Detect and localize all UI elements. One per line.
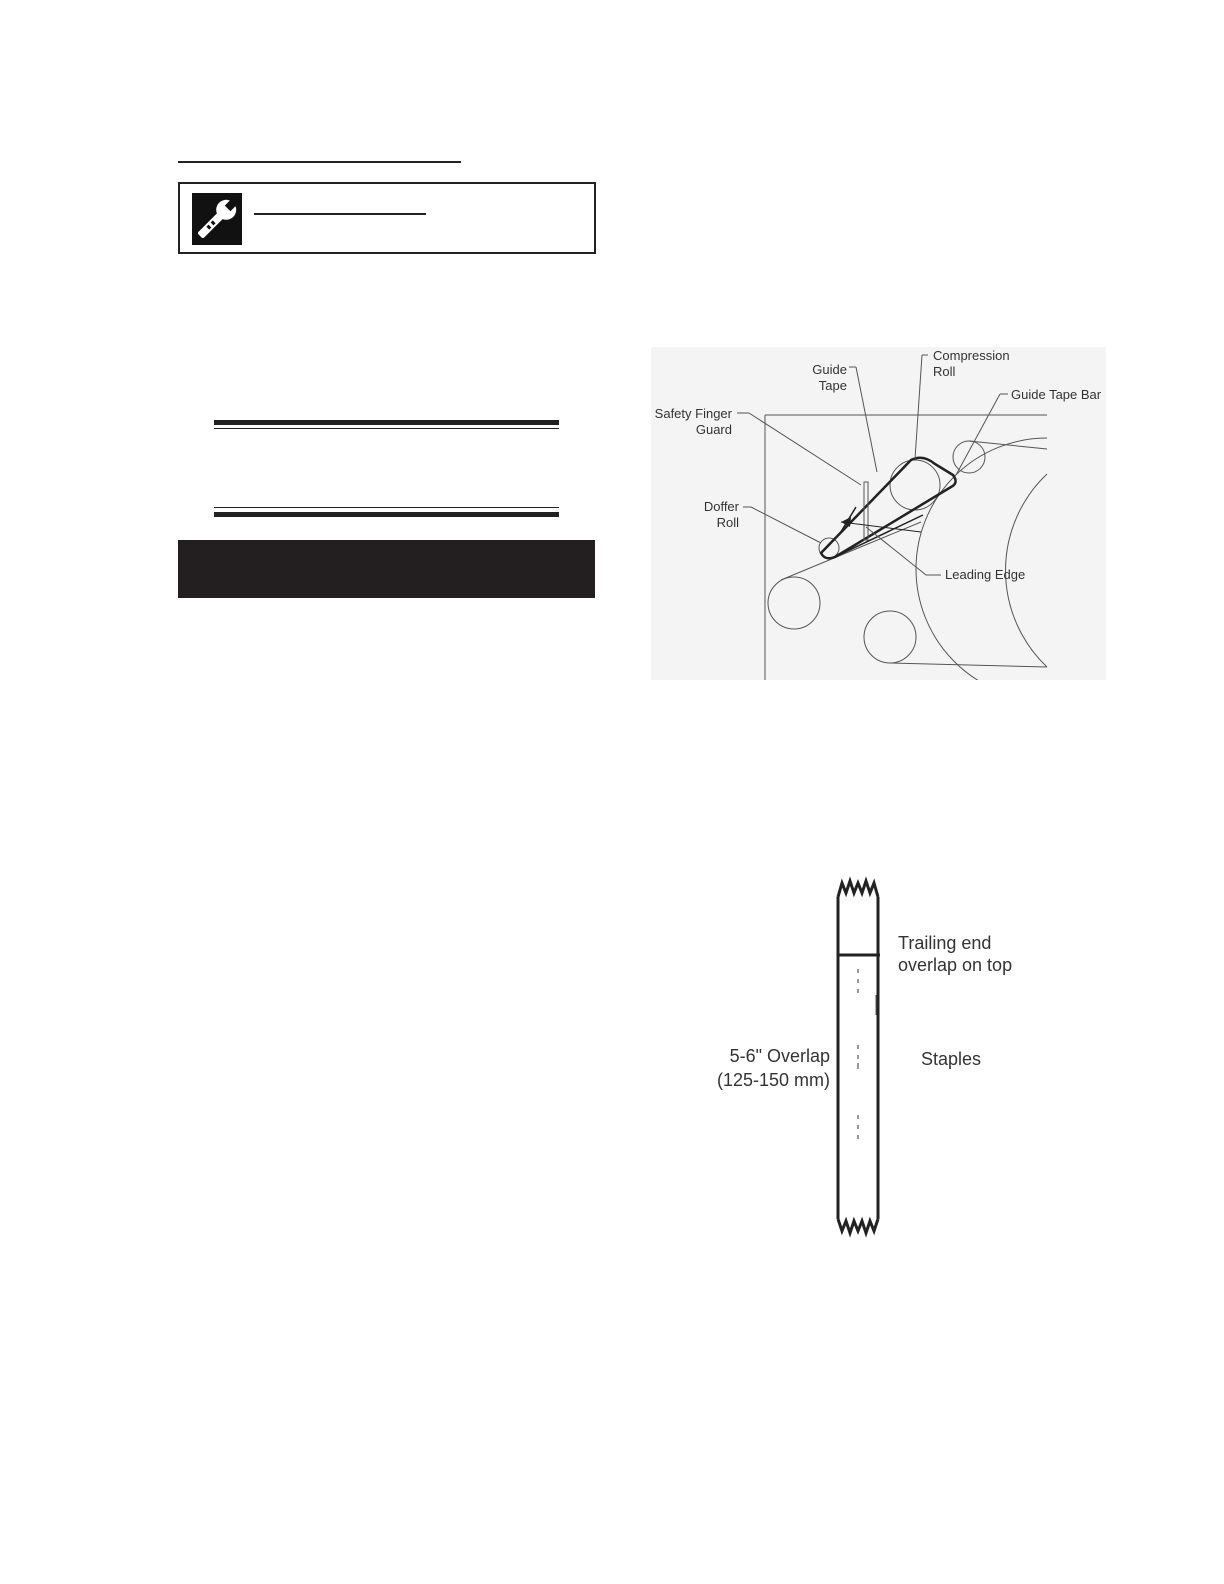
safety-finger-guard-label-line1: Safety Finger <box>654 406 732 421</box>
doffer-roll-label-line2: Roll <box>716 515 739 530</box>
note-rule-top-thick <box>214 420 559 425</box>
note-rule-bottom-thin <box>214 507 559 508</box>
overlap-label-line2: (125-150 mm) <box>716 1070 830 1090</box>
section-banner <box>178 540 595 598</box>
staples-label: Staples <box>921 1049 982 1069</box>
guide-tape-label-line1: Guide <box>812 362 847 377</box>
doffer-roll-label-line1: Doffer <box>703 499 739 514</box>
wrench-icon <box>192 193 242 245</box>
trailing-end-label-line1: Trailing end <box>898 933 992 953</box>
note-rule-top-thin <box>214 428 559 429</box>
maintenance-callout-box <box>178 182 596 254</box>
note-rule-bottom-thick <box>214 512 559 517</box>
safety-finger-guard-label-line2: Guard <box>695 422 732 437</box>
section-heading-rule <box>178 161 461 163</box>
callout-title-rule <box>254 213 426 215</box>
overlap-label-line1: 5-6" Overlap <box>729 1046 830 1066</box>
guide-tape-diagram <box>651 347 1106 680</box>
guide-tape-bar-label: Guide Tape Bar <box>1011 387 1102 402</box>
guide-tape-label-line2: Tape <box>818 378 847 393</box>
leading-edge-label: Leading Edge <box>945 567 1026 582</box>
trailing-end-label-line2: overlap on top <box>898 955 1013 975</box>
compression-roll-label-line1: Compression <box>933 348 1010 363</box>
tape-splice-diagram <box>700 875 1040 1245</box>
compression-roll-label-line2: Roll <box>933 364 956 379</box>
